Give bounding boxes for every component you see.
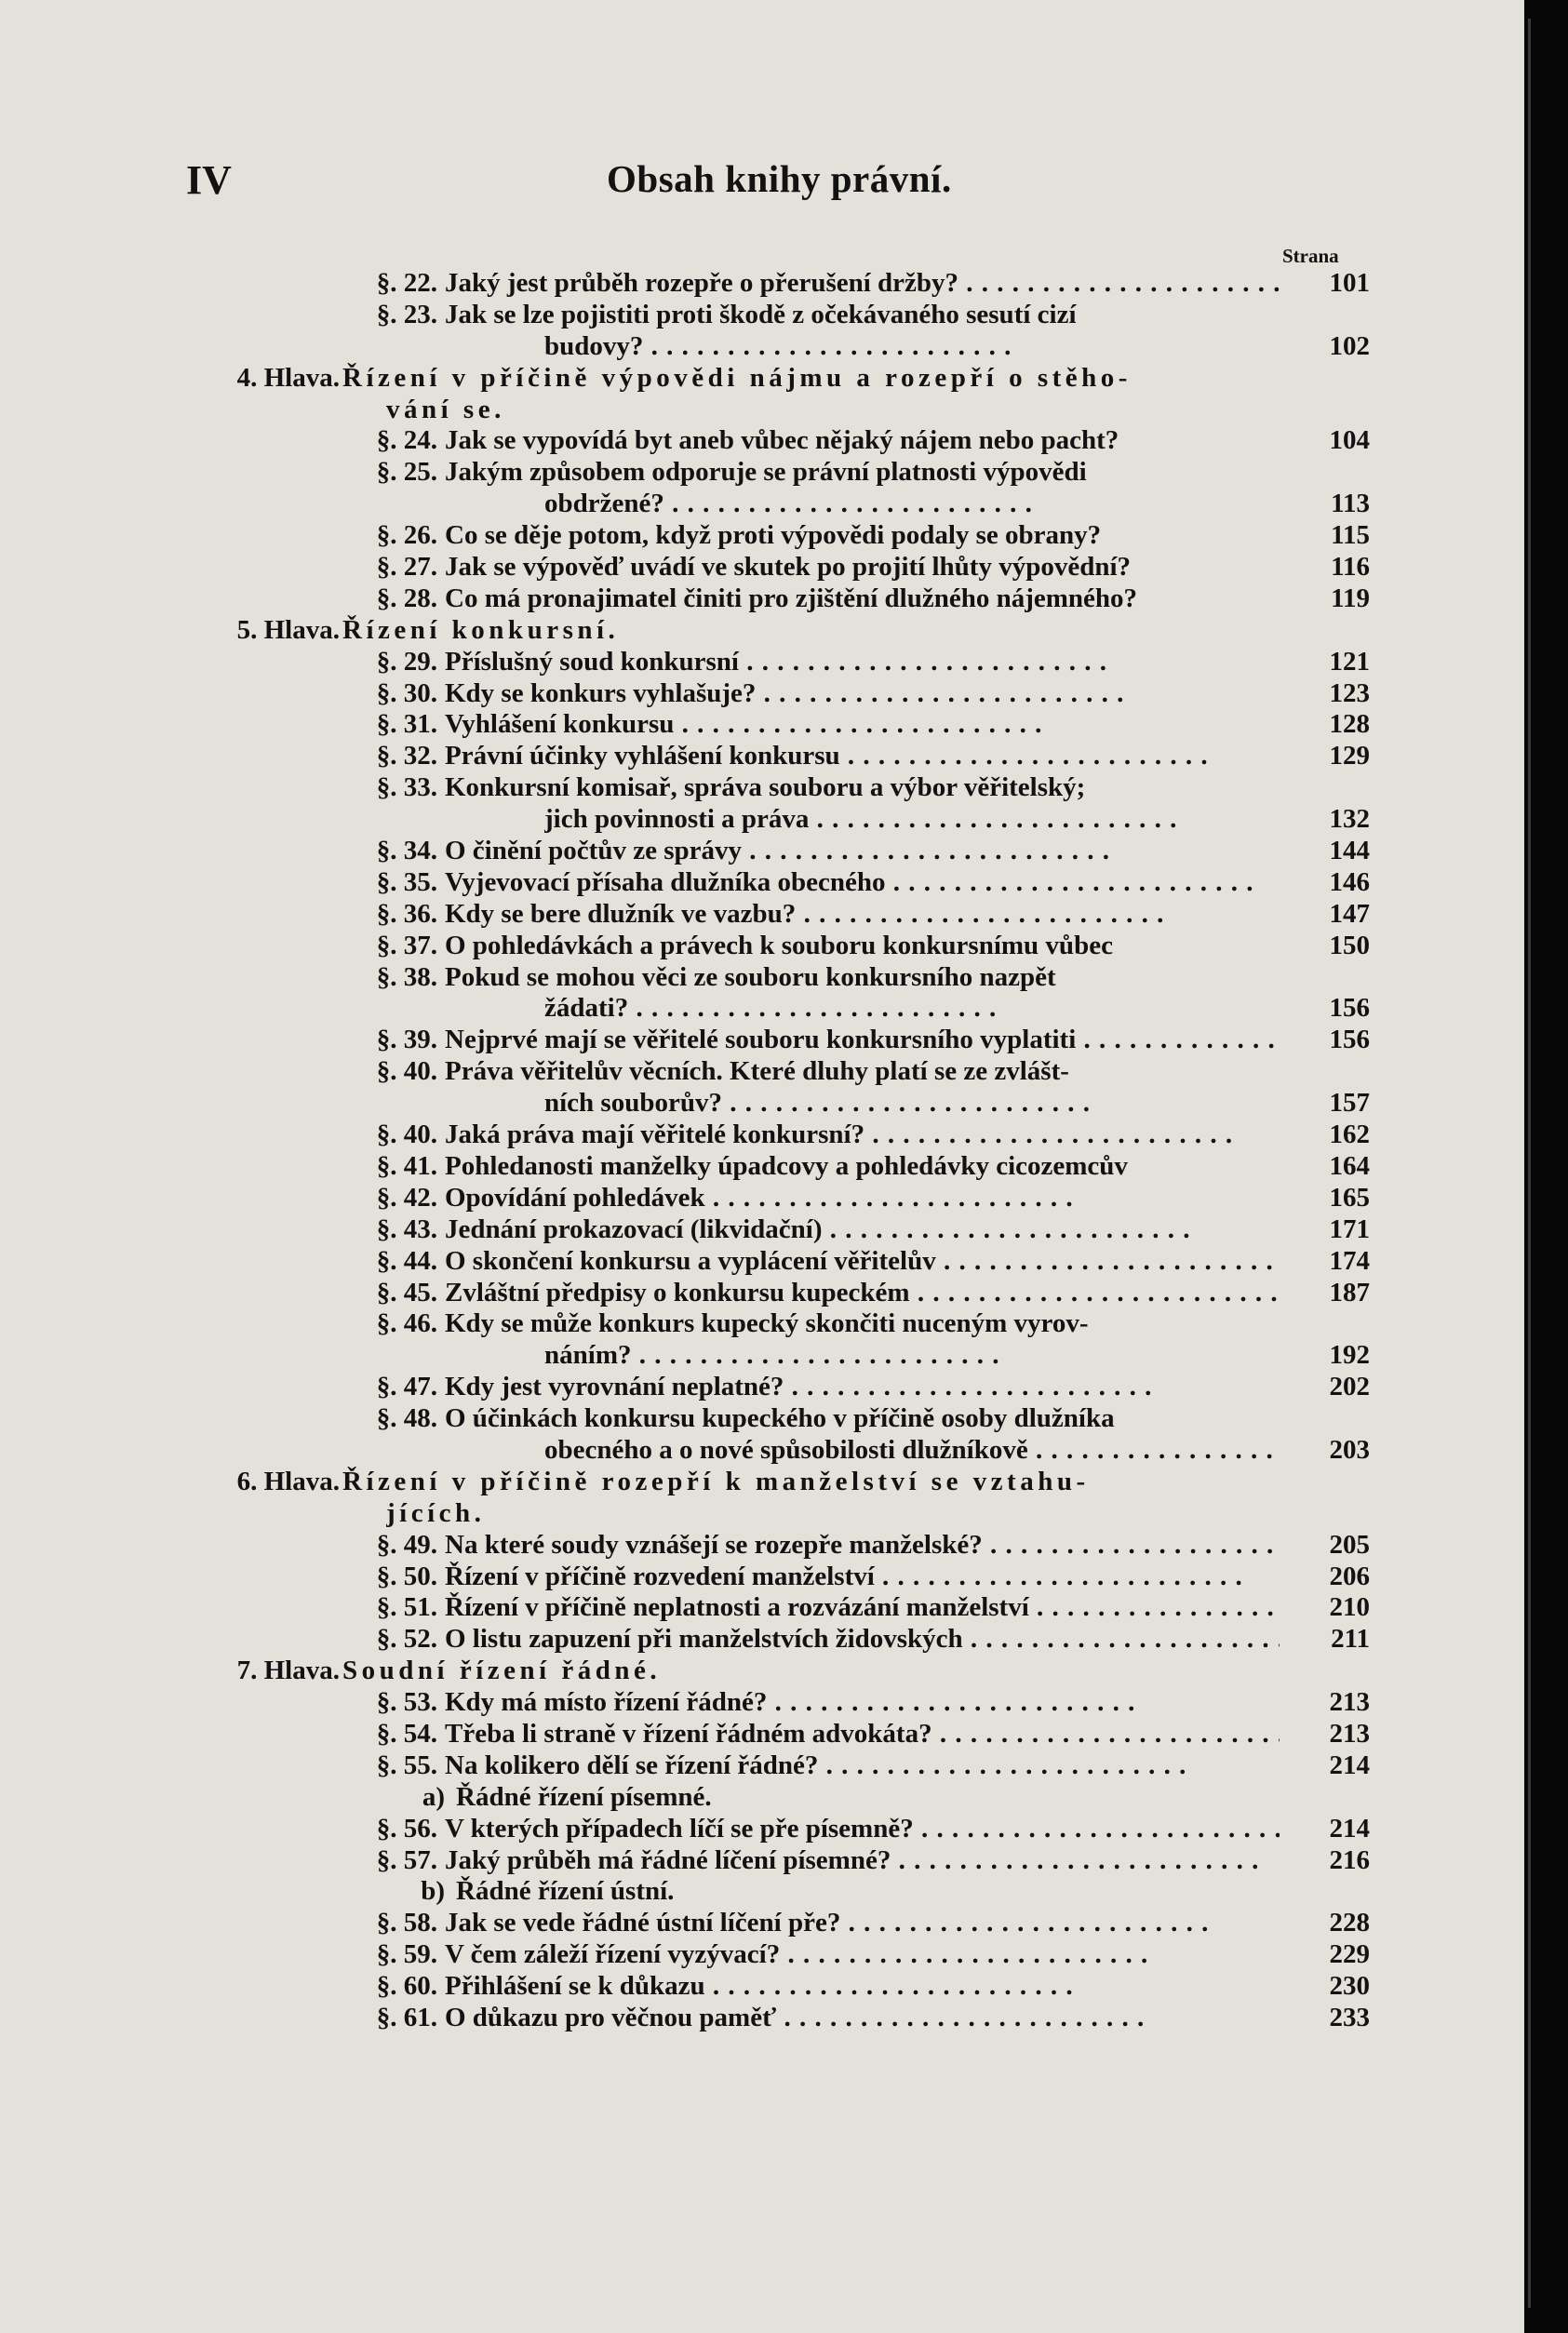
page-number: 206 <box>1329 1561 1370 1591</box>
section-number: §. 36. <box>376 898 437 929</box>
entry-title: Přihlášení se k důkazu <box>445 1971 705 2002</box>
chapter-title: Řízení v příčině výpovědi nájmu a rozepří o stěho- <box>342 362 1132 393</box>
chapter-number: 4. Hlava. <box>236 362 340 393</box>
page-edge-shadow <box>1524 0 1568 2333</box>
page-number: 101 <box>1329 268 1370 298</box>
toc-entry <box>0 1750 1524 1782</box>
running-title: Obsah knihy právní. <box>607 157 952 200</box>
entry-title: Právní účinky vyhlášení konkursu <box>445 741 840 771</box>
toc-entry <box>0 1120 1524 1151</box>
dot-leader <box>796 899 1164 929</box>
chapter-heading-line <box>0 615 1524 647</box>
chapter-heading-line <box>0 1467 1524 1498</box>
dot-leader <box>932 1719 1280 1749</box>
dot-leader <box>1028 1435 1280 1465</box>
section-number: §. 44. <box>376 1245 437 1276</box>
entry-title: obdržené? <box>544 489 664 519</box>
dot-leader <box>664 489 1033 518</box>
page-number: 115 <box>1331 520 1370 551</box>
entry-title: Na které soudy vznášejí se rozepře manželské? <box>445 1529 983 1560</box>
toc-entry <box>0 931 1524 962</box>
chapter-title: jících. <box>386 1497 486 1528</box>
page-number: 210 <box>1329 1592 1370 1623</box>
page-number: 150 <box>1329 930 1370 960</box>
page-number: 213 <box>1329 1718 1370 1749</box>
page-number: 192 <box>1329 1340 1370 1371</box>
entry-title: Řádné řízení ústní. <box>456 1876 675 1907</box>
toc-entry <box>0 457 1524 489</box>
entry-title: Kdy jest vyrovnání neplatné? <box>445 1372 784 1402</box>
toc-entry <box>0 1530 1524 1562</box>
entry-title: O listu zapuzení při manželstvích židovských <box>445 1624 963 1655</box>
toc-entry <box>0 1435 1524 1467</box>
entry-title: Vyhlášení konkursu <box>445 709 675 740</box>
entry-title: Pohledanosti manželky úpadcovy a pohledávky cicozemcův <box>445 1150 1128 1181</box>
section-number: §. 39. <box>376 1025 437 1055</box>
toc-entry <box>0 1939 1524 1971</box>
toc-entry <box>0 1687 1524 1719</box>
page-number: 121 <box>1329 646 1370 677</box>
dot-leader <box>963 1624 1280 1654</box>
dot-leader <box>910 1278 1279 1307</box>
subsection-letter: a) <box>422 1781 445 1812</box>
entry-title: Vyjevovací přísaha dlužníka obecného <box>445 866 886 897</box>
dot-leader <box>983 1530 1280 1560</box>
dot-leader <box>631 1340 999 1370</box>
page-number: 165 <box>1329 1182 1370 1213</box>
section-number: §. 25. <box>376 457 437 488</box>
dot-leader <box>628 993 997 1023</box>
dot-leader <box>875 1562 1243 1591</box>
toc-entry <box>0 1088 1524 1120</box>
gutter-line <box>1528 19 1531 2308</box>
toc-entry <box>0 1025 1524 1056</box>
entry-title: Jaká práva mají věřitelé konkursní? <box>445 1120 865 1150</box>
toc-entry <box>0 1845 1524 1877</box>
page-number: 113 <box>1331 489 1370 519</box>
section-number: §. 24. <box>376 425 437 456</box>
toc-entry <box>0 647 1524 678</box>
entry-title: Řádné řízení písemné. <box>456 1781 712 1812</box>
entry-title: Jaký průběh má řádné líčení písemné? <box>445 1844 891 1875</box>
section-number: §. 32. <box>376 741 437 771</box>
dot-leader <box>705 1971 1074 2001</box>
entry-title: Jakým způsobem odporuje se právní platnosti výpovědi <box>445 457 1087 488</box>
entry-title: Zvláštní předpisy o konkursu kupeckém <box>445 1277 910 1307</box>
page-number: 129 <box>1329 741 1370 771</box>
page-number: 157 <box>1329 1088 1370 1119</box>
entry-title: Na kolikero dělí se řízení řádné? <box>445 1750 819 1780</box>
toc-entry <box>0 962 1524 994</box>
dot-leader <box>739 647 1107 677</box>
toc-entry <box>0 1971 1524 2003</box>
page-number: 216 <box>1329 1844 1370 1875</box>
page-folio: IV <box>186 157 232 203</box>
section-number: §. 37. <box>376 930 437 960</box>
page-number: 203 <box>1329 1434 1370 1465</box>
dot-leader <box>885 867 1253 897</box>
dot-leader <box>742 836 1110 865</box>
entry-title: obecného a o nové spůsobilosti dlužníkově <box>544 1434 1028 1465</box>
section-number: §. 34. <box>376 836 437 866</box>
dot-leader <box>756 678 1124 708</box>
page-column-label: Strana <box>1282 245 1339 267</box>
dot-leader <box>891 1845 1259 1875</box>
page-number: 156 <box>1329 1025 1370 1055</box>
toc-entry <box>0 425 1524 457</box>
entry-title: náním? <box>544 1340 632 1371</box>
entry-title: Kdy se bere dlužník ve vazbu? <box>445 898 797 929</box>
toc-entry <box>0 1372 1524 1403</box>
dot-leader <box>818 1750 1186 1780</box>
section-number: §. 47. <box>376 1372 437 1402</box>
page-number: 187 <box>1329 1277 1370 1307</box>
dot-leader <box>823 1214 1191 1244</box>
toc-entry <box>0 552 1524 583</box>
dot-leader <box>936 1246 1280 1276</box>
page-header <box>186 156 1284 212</box>
page-number: 123 <box>1329 677 1370 708</box>
section-number: §. 26. <box>376 520 437 551</box>
toc-entry <box>0 899 1524 931</box>
toc-entry <box>0 1183 1524 1214</box>
entry-title: Jednání prokazovací (likvidační) <box>445 1213 823 1244</box>
chapter-number: 7. Hlava. <box>236 1656 340 1686</box>
page-number: 229 <box>1329 1939 1370 1970</box>
entry-title: Řízení v příčině rozvedení manželství <box>445 1561 875 1591</box>
page-number: 213 <box>1329 1687 1370 1718</box>
chapter-heading-line <box>0 363 1524 395</box>
toc-entry <box>0 1403 1524 1435</box>
toc-entry <box>0 1814 1524 1845</box>
section-number: §. 48. <box>376 1403 437 1434</box>
toc-entry <box>0 268 1524 300</box>
toc-entry <box>0 741 1524 772</box>
toc-entry <box>0 1719 1524 1750</box>
page-number: 202 <box>1329 1372 1370 1402</box>
entry-title: Kdy se konkurs vyhlašuje? <box>445 677 757 708</box>
dot-leader <box>840 741 1209 771</box>
entry-title: O činění počtův ze správy <box>445 836 742 866</box>
dot-leader <box>864 1120 1233 1149</box>
page-number: 214 <box>1329 1750 1370 1780</box>
entry-title: jich povinnosti a práva <box>544 804 810 835</box>
chapter-title: Řízení v příčině rozepří k manželství se vztahu- <box>342 1466 1090 1496</box>
page-number: 171 <box>1329 1213 1370 1244</box>
section-number: §. 49. <box>376 1529 437 1560</box>
section-number: §. 27. <box>376 552 437 583</box>
entry-title: Kdy má místo řízení řádné? <box>445 1687 768 1718</box>
page-number: 205 <box>1329 1529 1370 1560</box>
entry-title: Co má pronajimatel činiti pro zjištění dlužného nájemného? <box>445 583 1138 613</box>
entry-title: Řízení v příčině neplatnosti a rozvázání manželství <box>445 1592 1029 1623</box>
dot-leader <box>1076 1025 1280 1054</box>
section-number: §. 58. <box>376 1908 437 1938</box>
chapter-title: vání se. <box>386 394 505 424</box>
chapter-title: Soudní řízení řádné. <box>342 1656 662 1686</box>
section-number: §. 43. <box>376 1213 437 1244</box>
toc-entry <box>0 772 1524 804</box>
toc-entry <box>0 2003 1524 2034</box>
entry-title: Opovídání pohledávek <box>445 1182 705 1213</box>
section-number: §. 41. <box>376 1150 437 1181</box>
dot-leader <box>722 1088 1091 1118</box>
entry-title: Jak se lze pojistiti proti škodě z očekávaného sesutí cizí <box>445 299 1077 329</box>
toc-entry <box>0 678 1524 710</box>
section-number: §. 30. <box>376 677 437 708</box>
chapter-heading-line <box>0 395 1524 426</box>
page-number: 132 <box>1329 804 1370 835</box>
toc-entry <box>0 1562 1524 1593</box>
section-number: §. 40. <box>376 1056 437 1087</box>
table-of-contents <box>0 268 1524 2034</box>
toc-entry <box>0 709 1524 741</box>
entry-title: O skončení konkursu a vyplácení věřitelův <box>445 1245 936 1276</box>
entry-title: Nejprvé mají se věřitelé souboru konkursního vyplatiti <box>445 1025 1077 1055</box>
toc-entry <box>0 804 1524 836</box>
section-number: §. 45. <box>376 1277 437 1307</box>
chapter-heading-line <box>0 1656 1524 1687</box>
section-number: §. 50. <box>376 1561 437 1591</box>
toc-entry <box>0 1592 1524 1624</box>
dot-leader <box>958 268 1280 298</box>
toc-entry <box>0 1056 1524 1088</box>
toc-entry <box>0 1624 1524 1656</box>
section-number: §. 46. <box>376 1308 437 1339</box>
entry-title: Kdy se může konkurs kupecký skončiti nuceným vyrov- <box>445 1308 1089 1339</box>
dot-leader <box>767 1687 1135 1717</box>
section-number: §. 22. <box>376 268 437 298</box>
page-number: 162 <box>1329 1120 1370 1150</box>
page-number: 128 <box>1329 709 1370 740</box>
toc-entry <box>0 1214 1524 1246</box>
dot-leader <box>914 1814 1280 1844</box>
section-number: §. 29. <box>376 646 437 677</box>
page-number: 230 <box>1329 1971 1370 2002</box>
entry-title: Jak se výpověď uvádí ve skutek po projití lhůty výpovědní? <box>445 552 1132 583</box>
dot-leader <box>809 804 1177 834</box>
section-number: §. 31. <box>376 709 437 740</box>
section-number: §. 52. <box>376 1624 437 1655</box>
entry-title: Pokud se mohou věci ze souboru konkursního nazpět <box>445 961 1056 992</box>
chapter-number: 5. Hlava. <box>236 614 340 645</box>
toc-entry <box>0 300 1524 331</box>
section-number: §. 61. <box>376 2002 437 2032</box>
toc-entry <box>0 1278 1524 1309</box>
page-number: 174 <box>1329 1245 1370 1276</box>
page-number: 228 <box>1329 1908 1370 1938</box>
dot-leader <box>643 331 1012 361</box>
page-number: 104 <box>1329 425 1370 456</box>
toc-entry <box>0 1782 1524 1814</box>
toc-entry <box>0 993 1524 1025</box>
subsection-letter: b) <box>421 1876 445 1907</box>
section-number: §. 57. <box>376 1844 437 1875</box>
page-number: 116 <box>1331 552 1370 583</box>
page-number: 144 <box>1329 836 1370 866</box>
section-number: §. 60. <box>376 1971 437 2002</box>
toc-entry <box>0 489 1524 520</box>
toc-entry <box>0 1308 1524 1340</box>
page-number: 156 <box>1329 993 1370 1024</box>
section-number: §. 33. <box>376 772 437 803</box>
page-number: 119 <box>1331 583 1370 613</box>
section-number: §. 54. <box>376 1718 437 1749</box>
entry-title: Konkursní komisař, správa souboru a výbor věřitelský; <box>445 772 1086 803</box>
entry-title: žádati? <box>544 993 629 1024</box>
dot-leader <box>780 1939 1148 1969</box>
entry-title: Příslušný soud konkursní <box>445 646 739 677</box>
toc-entry <box>0 1908 1524 1939</box>
entry-title: Jaký jest průběh rozepře o přerušení držby? <box>445 268 959 298</box>
dot-leader <box>776 2003 1145 2032</box>
page-number: 147 <box>1329 898 1370 929</box>
toc-entry <box>0 520 1524 552</box>
toc-entry <box>0 1151 1524 1183</box>
section-number: §. 53. <box>376 1687 437 1718</box>
chapter-number: 6. Hlava. <box>236 1466 340 1496</box>
entry-title: V kterých případech líčí se pře písemně? <box>445 1813 914 1844</box>
section-number: §. 59. <box>376 1939 437 1970</box>
section-number: §. 35. <box>376 866 437 897</box>
page-number: 164 <box>1329 1150 1370 1181</box>
entry-title: Práva věřitelův věcních. Které dluhy platí se ze zvlášt- <box>445 1056 1069 1087</box>
entry-title: ních souborův? <box>544 1088 722 1119</box>
chapter-title: Řízení konkursní. <box>342 614 620 645</box>
toc-entry <box>0 836 1524 867</box>
entry-title: Jak se vede řádné ústní líčení pře? <box>445 1908 841 1938</box>
section-number: §. 38. <box>376 961 437 992</box>
dot-leader <box>840 1908 1209 1937</box>
entry-title: Co se děje potom, když proti výpovědi podaly se obrany? <box>445 520 1102 551</box>
entry-title: budovy? <box>544 330 644 361</box>
page-number: 146 <box>1329 866 1370 897</box>
section-number: §. 23. <box>376 299 437 329</box>
dot-leader <box>784 1372 1152 1401</box>
toc-entry <box>0 867 1524 899</box>
toc-entry <box>0 1876 1524 1908</box>
toc-entry <box>0 1246 1524 1278</box>
chapter-heading-line <box>0 1498 1524 1530</box>
page-number: 102 <box>1329 330 1370 361</box>
entry-title: Třeba li straně v řízení řádném advokáta? <box>445 1718 932 1749</box>
entry-title: O důkazu pro věčnou paměť <box>445 2002 777 2032</box>
section-number: §. 55. <box>376 1750 437 1780</box>
section-number: §. 40. <box>376 1120 437 1150</box>
entry-title: V čem záleží řízení vyzývací? <box>445 1939 781 1970</box>
dot-leader <box>674 709 1042 739</box>
page-number: 211 <box>1331 1624 1370 1655</box>
entry-title: Jak se vypovídá byt aneb vůbec nějaký nájem nebo pacht? <box>445 425 1119 456</box>
dot-leader <box>1029 1592 1280 1622</box>
section-number: §. 42. <box>376 1182 437 1213</box>
entry-title: O účinkách konkursu kupeckého v příčině osoby dlužníka <box>445 1403 1115 1434</box>
toc-entry <box>0 583 1524 615</box>
section-number: §. 28. <box>376 583 437 613</box>
dot-leader <box>705 1183 1074 1213</box>
toc-entry <box>0 331 1524 363</box>
page-number: 233 <box>1329 2002 1370 2032</box>
section-number: §. 51. <box>376 1592 437 1623</box>
entry-title: O pohledávkách a právech k souboru konkursnímu vůbec <box>445 930 1113 960</box>
toc-entry <box>0 1340 1524 1372</box>
page-number: 214 <box>1329 1813 1370 1844</box>
section-number: §. 56. <box>376 1813 437 1844</box>
